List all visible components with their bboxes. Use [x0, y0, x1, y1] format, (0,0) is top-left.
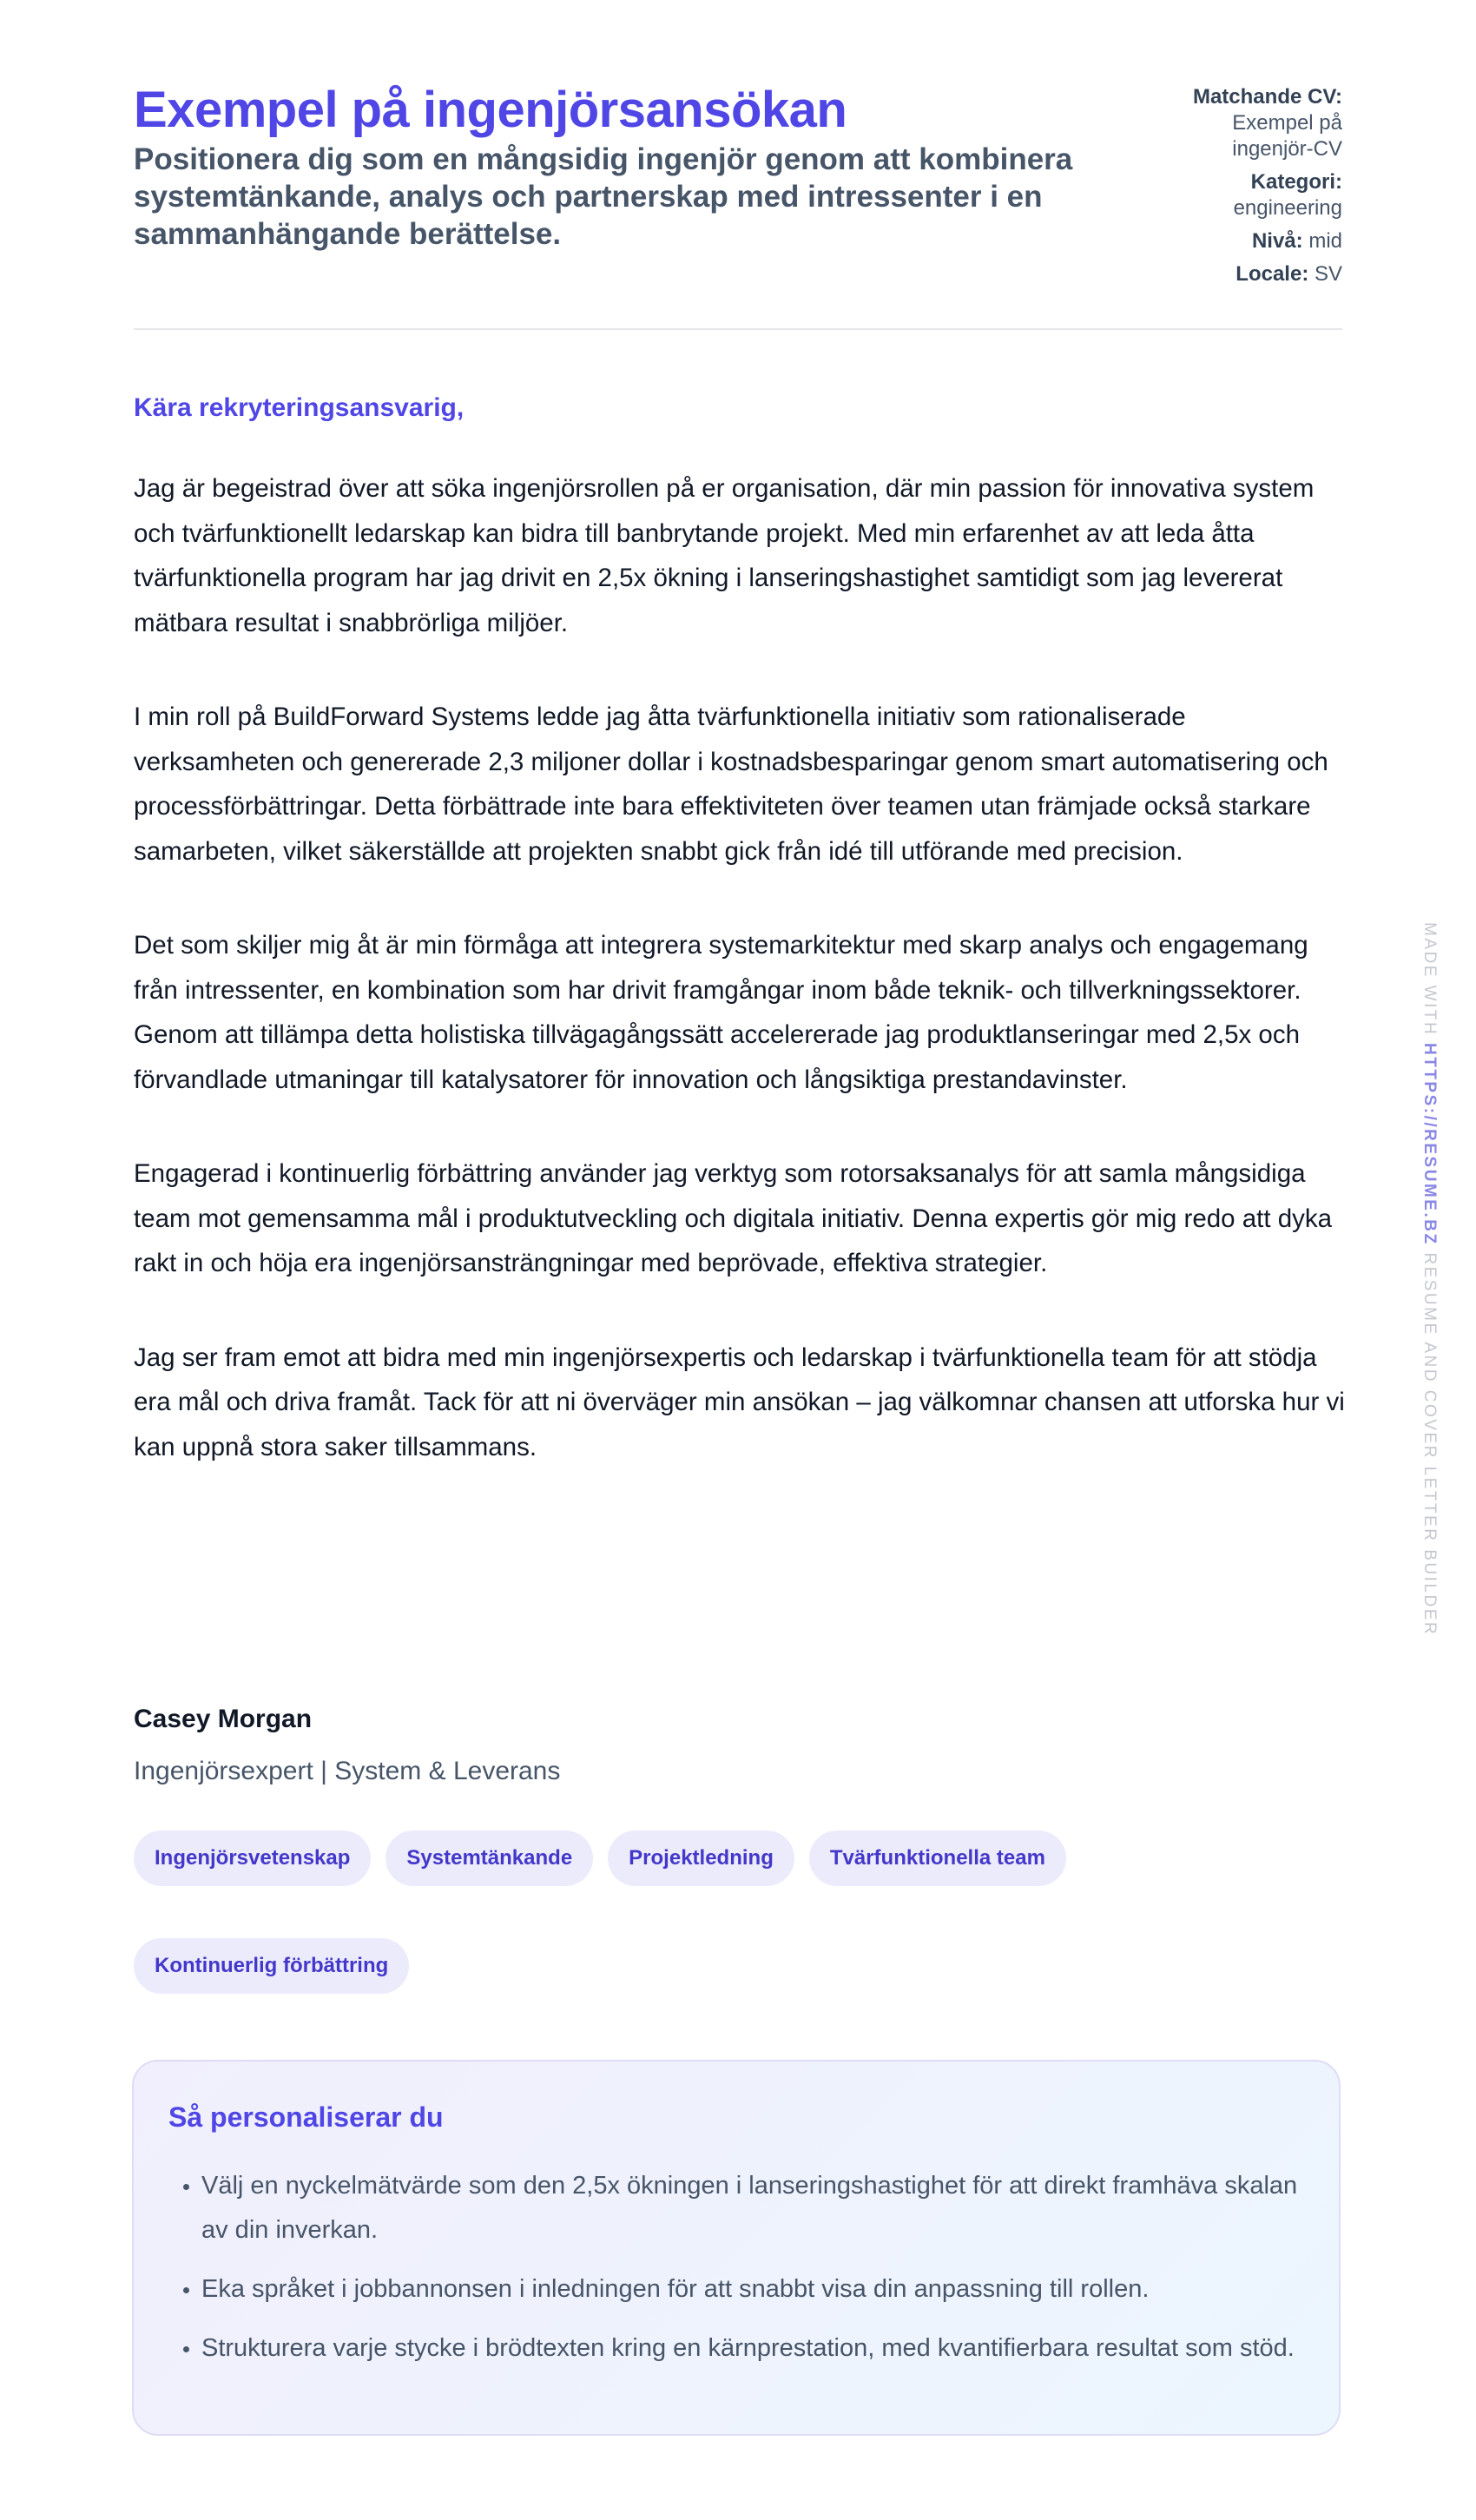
- skill-tag: Ingenjörsvetenskap: [134, 1831, 371, 1886]
- meta-value: SV: [1314, 262, 1342, 286]
- tips-title: Så personaliserar du: [168, 2101, 444, 2133]
- cover-letter-page: [134, 0, 1345, 2362]
- made-with-watermark: [1420, 922, 1439, 1636]
- page-title: Exempel på ingenjörsansökan: [134, 82, 847, 138]
- letter-paragraph: Engagerad i kontinuerlig förbättring använder jag verktyg som rotorsaksanalys för att samla mångsidiga team mot gemensamma mål i produktutveckling och digitala initiativ. Denna expertis gör mig redo att dyka rakt in och höja era ingenjörsansträngningar med beprövade, effektiva strategier.: [134, 1159, 1333, 1277]
- meta-locale: [1151, 261, 1342, 287]
- meta-label: Locale:: [1235, 262, 1309, 286]
- meta-info: [1151, 84, 1342, 294]
- watermark-prefix: MADE WITH: [1420, 922, 1439, 1037]
- tip-item: • Strukturera varje stycke i brödtexten kring en kärnprestation, med kvantifierbara resultat som stöd.: [201, 2326, 1304, 2371]
- letter-body: [134, 466, 1349, 1519]
- watermark-suffix: RESUME AND COVER LETTER BUILDER: [1420, 1252, 1439, 1637]
- signature-title: Ingenjörsexpert | System & Leverans: [134, 1757, 561, 1785]
- letter-greeting: Kära rekryteringsansvarig,: [134, 393, 465, 422]
- tips-list: [168, 2164, 1304, 2371]
- meta-label: Nivå:: [1251, 229, 1303, 253]
- meta-value: mid: [1308, 229, 1342, 253]
- meta-label: Kategori:: [1250, 170, 1342, 194]
- signature-name: Casey Morgan: [134, 1705, 313, 1733]
- letter-paragraph: Det som skiljer mig åt är min förmåga att integrera systemarkitektur med skarp analys och engagemang från intressenter, en kombination som har drivit framgångar inom både teknik- och tillverkningssektorer. Genom att tillämpa detta holistiska tillvägagångssätt accelererade jag produktlanseringar med 2,5x och förvandlade utmaningar till katalysatorer för innovation och långsiktiga prestandavinster.: [134, 931, 1308, 1094]
- meta-level: [1151, 228, 1342, 254]
- watermark-link[interactable]: HTTPS://RESUME.BZ: [1420, 1043, 1439, 1246]
- skill-tags: [134, 1831, 1176, 1994]
- letter-paragraph: Jag ser fram emot att bidra med min ingenjörsexpertis och ledarskap i tvärfunktionella team för att stödja era mål och driva framåt. Tack för att ni överväger min ansökan – jag välkomnar chansen att utforska hur vi kan uppnå stora saker tillsammans.: [134, 1342, 1345, 1461]
- meta-value: engineering: [1233, 196, 1342, 220]
- skill-tag: Systemtänkande: [385, 1831, 593, 1886]
- meta-matching-cv: [1151, 84, 1342, 162]
- letter-paragraph: Jag är begeistrad över att söka ingenjörsrollen på er organisation, där min passion för innovativa system och tvärfunktionellt ledarskap kan bidra till banbrytande projekt. Med min erfarenhet av att leda åtta tvärfunktionella program har jag drivit en 2,5x ökning i lanseringshastighet samtidigt som jag levererat mätbara resultat i snabbrörliga miljöer.: [134, 474, 1315, 637]
- meta-value: Exempel på ingenjör-CV: [1232, 111, 1342, 161]
- tip-item: • Välj en nyckelmätvärde som den 2,5x ökningen i lanseringshastighet för att direkt framhäva skalan av din inverkan.: [201, 2164, 1304, 2253]
- personalization-tips: [132, 2060, 1341, 2436]
- meta-category: [1151, 169, 1342, 221]
- signature: [134, 1702, 560, 1789]
- letter-paragraph: I min roll på BuildForward Systems ledde jag åtta tvärfunktionella initiativ som rationaliserade verksamheten och genererade 2,3 miljoner dollar i kostnadsbesparingar genom smart automatisering och processförbättringar. Detta förbättrade inte bara effektiviteten över teamen utan främjade också starkare samarbeten, vilket säkerställde att projekten snabbt gick från idé till utförande med precision.: [134, 703, 1328, 866]
- header-divider: [134, 328, 1342, 330]
- skill-tag: Kontinuerlig förbättring: [134, 1938, 409, 1994]
- skill-tag: Projektledning: [608, 1831, 794, 1886]
- meta-label: Matchande CV:: [1192, 85, 1342, 109]
- header: [134, 0, 1342, 330]
- skill-tag: Tvärfunktionella team: [809, 1831, 1066, 1886]
- page-subtitle: Positionera dig som en mångsidig ingenjör genom att kombinera systemtänkande, analys och partnerskap med intressenter i en sammanhängande berättelse.: [134, 142, 1073, 251]
- tip-item: • Eka språket i jobbannonsen i inledningen för att snabbt visa din anpassning till rollen.: [201, 2267, 1304, 2312]
